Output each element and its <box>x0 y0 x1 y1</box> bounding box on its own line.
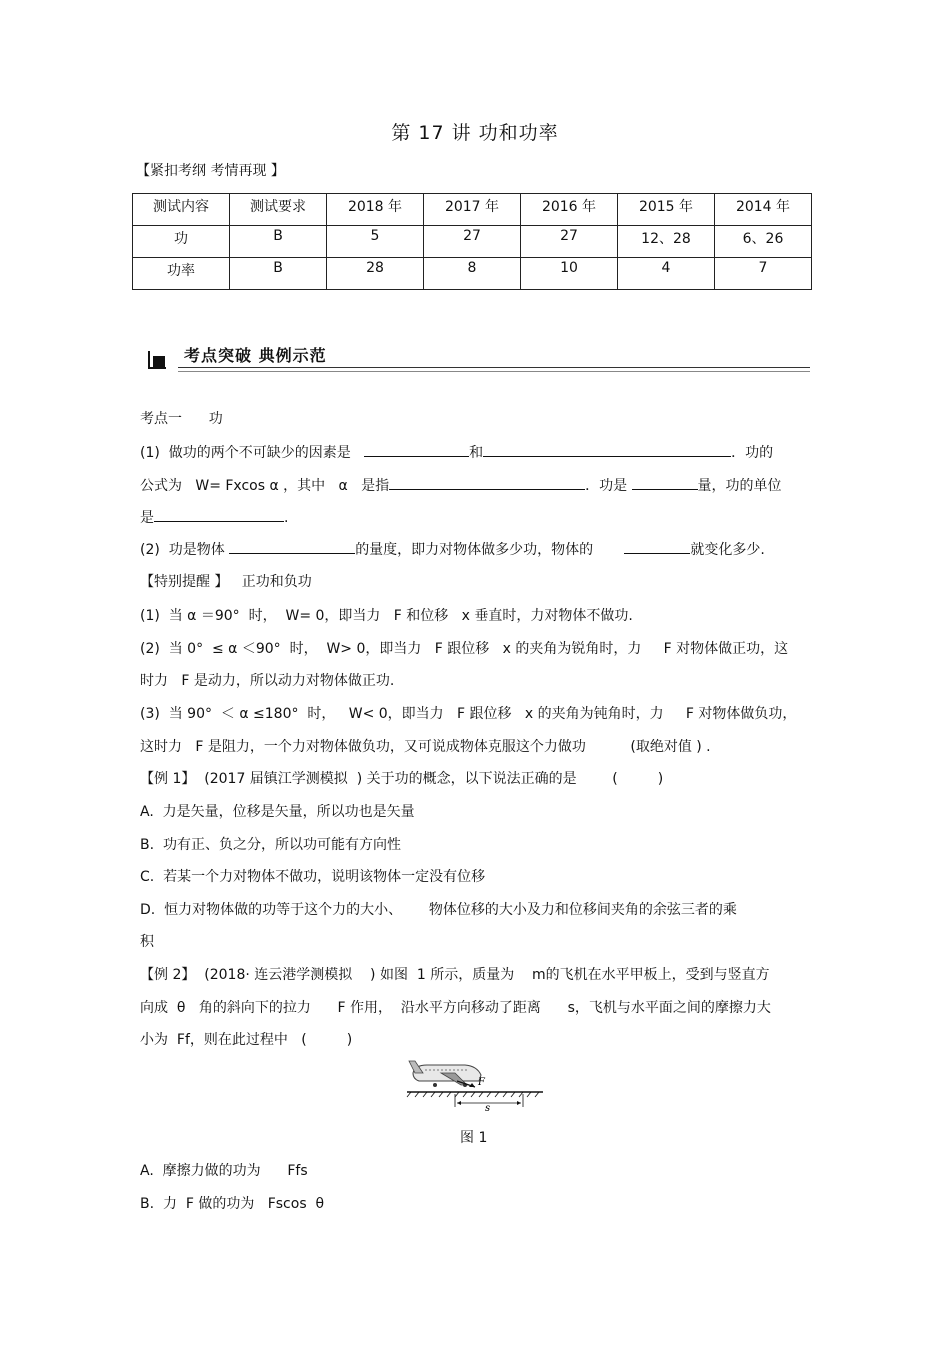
table-cell: 7 <box>715 258 812 290</box>
text: 和 <box>469 445 484 461</box>
section-square-fill <box>153 356 165 368</box>
exam-table <box>132 193 812 290</box>
table-cell: 6、26 <box>715 226 812 258</box>
syllabus-header: 【紧扣考纲 考情再现 】 <box>136 163 285 179</box>
special-tip: 【特别提醒 】 正功和负功 <box>140 574 312 590</box>
fill-blank[interactable] <box>624 539 690 554</box>
example-1-option-a[interactable]: A. 力是矢量，位移是矢量，所以功也是矢量 <box>140 804 415 820</box>
table-header-row <box>133 194 812 226</box>
point-2-line-1: (2) 当 0° ≤ α ＜90° 时， W> 0，即当力 F 跟位移 x 的夹角为锐角时，力 F 对物体做正功，这 <box>140 641 789 657</box>
table-cell: 8 <box>424 258 521 290</box>
question-1-line-2 <box>140 475 782 495</box>
text: . <box>284 510 289 526</box>
table-cell: 27 <box>424 226 521 258</box>
text: 的量度，即力对物体做多少功，物体的 <box>355 542 594 558</box>
example-1-option-d-cont: 积 <box>140 934 154 950</box>
fill-blank[interactable] <box>364 442 469 457</box>
point-1: (1) 当 α ＝90° 时， W= 0，即当力 F 和位移 x 垂直时，力对物体不做功. <box>140 608 633 624</box>
table-cell: 功率 <box>133 258 230 290</box>
text: 公式为 W= Fxcos α ，其中 α 是指 <box>140 478 390 494</box>
table-header-cell: 2016 年 <box>521 194 618 226</box>
table-header-cell: 2018 年 <box>327 194 424 226</box>
table-header-cell: 测试内容 <box>133 194 230 226</box>
text: (1) 做功的两个不可缺少的因素是 <box>140 445 351 461</box>
question-1-line-1 <box>140 442 773 462</box>
text: ．功的 <box>731 445 774 461</box>
fill-blank[interactable] <box>632 475 698 490</box>
fill-blank[interactable] <box>483 442 731 457</box>
example-1-option-b[interactable]: B. 功有正、负之分，所以功可能有方向性 <box>140 837 401 853</box>
section-title: 考点突破 典例示范 <box>184 346 327 365</box>
section-header <box>148 343 810 373</box>
text: 量，功的单位 <box>697 478 782 494</box>
table-row <box>133 258 812 290</box>
table-cell: 功 <box>133 226 230 258</box>
table-cell: B <box>230 226 327 258</box>
example-2-option-b[interactable]: B. 力 F 做的功为 Fscos θ <box>140 1196 325 1212</box>
table-row <box>133 226 812 258</box>
page-title: 第 17 讲 功和功率 <box>391 122 559 144</box>
force-label: F <box>478 1077 485 1088</box>
text: 是 <box>140 510 154 526</box>
example-2-line-3: 小为 Ff，则在此过程中 ( ) <box>140 1032 353 1048</box>
table-cell: 5 <box>327 226 424 258</box>
example-2-option-a[interactable]: A. 摩擦力做的功为 Ffs <box>140 1163 308 1179</box>
section-divider <box>178 367 810 368</box>
airplane-figure <box>405 1055 545 1115</box>
point-3-line-2: 这时力 F 是阻力，一个力对物体做负功，又可说成物体克服这个力做功 (取绝对值 ) . <box>140 739 711 755</box>
example-1-option-d[interactable]: D. 恒力对物体做的功等于这个力的大小、 物体位移的大小及力和位移间夹角的余弦三者的乘 <box>140 902 737 918</box>
example-2-line-1: 【例 2】 (2018· 连云港学测模拟 ) 如图 1 所示，质量为 m的飞机在水平甲板上，受到与竖直方 <box>140 967 770 983</box>
table-header-cell: 2015 年 <box>618 194 715 226</box>
airplane-icon <box>409 1061 481 1087</box>
text: 就变化多少. <box>690 542 765 558</box>
example-1-option-c[interactable]: C. 若某一个力对物体不做功，说明该物体一定没有位移 <box>140 869 486 885</box>
point-2-line-2: 时力 F 是动力，所以动力对物体做正功. <box>140 673 395 689</box>
section-divider <box>178 371 810 372</box>
point-3-line-1: (3) 当 90° ＜ α ≤180° 时， W< 0，即当力 F 跟位移 x 的夹角为钝角时，力 F 对物体做负功， <box>140 706 797 722</box>
kaodian-heading: 考点一 功 <box>140 411 223 427</box>
fill-blank[interactable] <box>389 475 585 490</box>
table-cell: 27 <box>521 226 618 258</box>
table-header-cell: 2017 年 <box>424 194 521 226</box>
table-cell: 4 <box>618 258 715 290</box>
fill-blank[interactable] <box>229 539 355 554</box>
table-header-cell: 测试要求 <box>230 194 327 226</box>
question-1-line-3 <box>140 507 288 527</box>
example-2-line-2: 向成 θ 角的斜向下的拉力 F 作用， 沿水平方向移动了距离 s，飞机与水平面之间的摩擦力大 <box>140 1000 771 1016</box>
table-cell: 28 <box>327 258 424 290</box>
example-1-stem: 【例 1】 (2017 届镇江学测模拟 ) 关于功的概念，以下说法正确的是 ( ) <box>140 771 664 787</box>
table-cell: 12、28 <box>618 226 715 258</box>
fill-blank[interactable] <box>154 507 284 522</box>
question-2 <box>140 539 765 559</box>
table-cell: 10 <box>521 258 618 290</box>
text: (2) 功是物体 <box>140 542 225 558</box>
table-cell: B <box>230 258 327 290</box>
text: ．功是 <box>585 478 628 494</box>
table-header-cell: 2014 年 <box>715 194 812 226</box>
figure-caption: 图 1 <box>460 1130 488 1146</box>
displacement-label: s <box>485 1103 491 1114</box>
